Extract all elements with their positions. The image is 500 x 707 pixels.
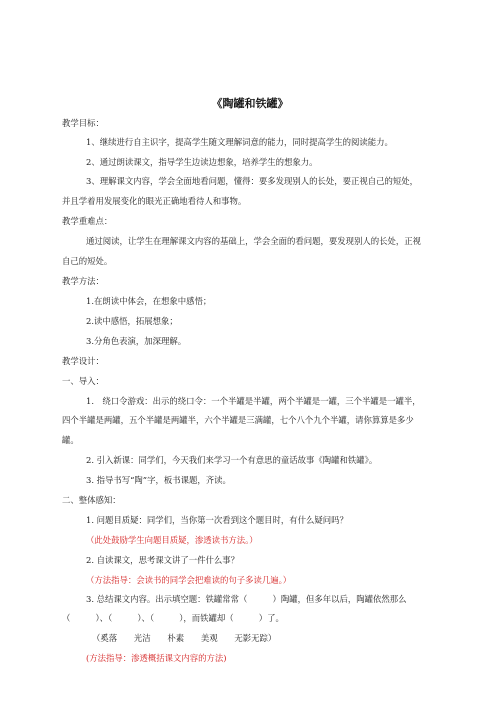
method-1: 1.在朗读中体会，在想象中感悟；: [86, 296, 212, 306]
overview-2-note: （方法指导：会读书的同学会把难读的句子多读几遍。）: [86, 575, 292, 585]
method-2: 2.读中感悟，拓展想象；: [86, 316, 178, 326]
design-heading: 教学设计：: [62, 356, 104, 366]
intro-1-line-2: 四个半罐是两罐，五个半罐是两罐半，六个半罐是三满罐，七个八个九个半罐，请你算算是多少: [62, 415, 414, 425]
goal-2: 2、通过朗读课文，指导学生边读边想象，培养学生的想象力。: [86, 157, 318, 167]
overview-3-word-bank: （奚落 光洁 朴素 美观 无影无踪）: [92, 633, 277, 643]
key-points-line-1: 通过阅读，让学生在理解课文内容的基础上，学会全面的看问题，要发现别人的长处，正视: [86, 236, 421, 246]
goal-3-line-2: 并且学着用发展变化的眼光正确地看待人和事物。: [62, 196, 247, 206]
goal-1: 1、继续进行自主识字，提高学生随文理解词意的能力，同时提高学生的阅读能力。: [86, 137, 393, 147]
overview-2: 2. 自读课文，思考课文讲了一件什么事？: [86, 555, 240, 565]
overview-1-note: （此处鼓励学生向题目质疑，渗透读书方法。）: [86, 535, 258, 545]
intro-1-line-1: 1. 绕口令游戏：出示的绕口令：一个半罐是半罐，两个半罐是一罐，三个半罐是一罐半，: [86, 396, 421, 406]
overview-3-line-2: （ ）、（ ）、（ ），而铁罐却（ ）了。: [62, 613, 284, 623]
key-points-line-2: 自己的短处。: [62, 256, 113, 266]
key-points-heading: 教学重难点：: [62, 216, 113, 226]
section-overview-heading: 二、整体感知：: [62, 495, 121, 505]
overview-1: 1. 问题目质疑：同学们，当你第一次看到这个题目时，有什么疑问吗？: [86, 515, 348, 525]
intro-2: 2. 引入新课：同学们，今天我们来学习一个有意思的童话故事《陶罐和铁罐》。: [86, 455, 378, 465]
intro-1-line-3: 罐。: [62, 435, 79, 445]
intro-3: 3. 指导书写“陶”字，板书课题，齐读。: [86, 475, 231, 485]
goals-heading: 教学目标：: [62, 118, 104, 128]
methods-heading: 教学方法：: [62, 276, 104, 286]
goal-3-line-1: 3、理解课文内容，学会全面地看问题，懂得：要多发现别人的长处，要正视自己的短处，: [86, 176, 418, 186]
method-3: 3.分角色表演，加深理解。: [86, 336, 187, 346]
document-title: 《陶罐和铁罐》: [211, 97, 289, 110]
overview-3-line-1: 3. 总结课文内容。出示填空题：铁罐常常（ ）陶罐，但多年以后，陶罐依然那么: [86, 594, 407, 604]
section-intro-heading: 一、导入：: [62, 376, 104, 386]
overview-3-note: (方法指导：渗透概括课文内容的方法): [86, 653, 227, 663]
